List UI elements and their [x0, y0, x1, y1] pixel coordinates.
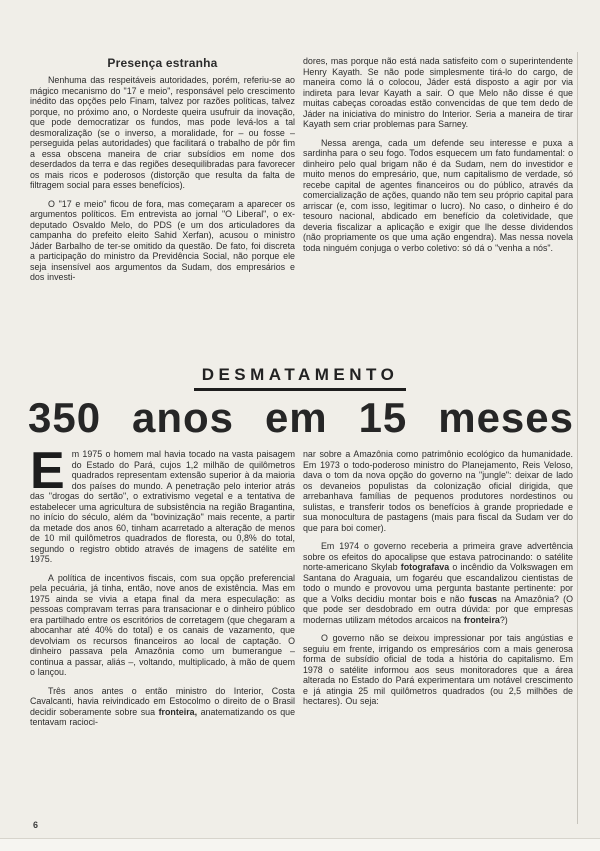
paragraph: Em 1974 o governo receberia a primeira grave advertência sobre os efeitos do apocalipse que estava patrocinando: o satélite norte-americano Skylab fotografava o incêndio da Volkswagen em Santana do Araguaia, um fogaréu que escandalizou cientistas de todo o mundo e provovou uma pergunta bastante pertinente: por que a Volks decidiu montar bois e não fuscas na Amazônia? (O que pode ser desdobrado em outra dúvida: por que empresas modernas utilizam métodos arcaicos na fronteira?) [303, 541, 574, 625]
top-left-column [30, 56, 295, 291]
article-body [30, 442, 574, 736]
scan-bottom-edge [0, 838, 600, 851]
paragraph: O "17 e meio" ficou de fora, mas começaram a aparecer os argumentos políticos. Em entrevista ao jornal "O Liberal", o ex-deputado Osvaldo Melo, do PDS (e um dos articuladores da campanha do prefeito eleito Sahid Xerfan), acusou o ministro Jáder Barbalho de ter-se omitido da questão. De fato, foi discreta a participação do ministro da Previdência Social, não porque ele seja insensível aos argumentos da Sudam, dos empresários e dos investi- [30, 198, 295, 282]
article-kicker: DESMATAMENTO [194, 365, 407, 391]
article-left-column [30, 442, 295, 736]
headline-word: anos [132, 394, 235, 441]
drop-cap: E [30, 442, 65, 500]
scan-edge-line [577, 52, 578, 824]
article-right-column [303, 449, 573, 736]
headline-word: em [264, 394, 328, 441]
section-heading: Presença estranha [107, 56, 218, 70]
paragraph: Nenhuma das respeitáveis autoridades, porém, referiu-se ao mágico mecanismo do "17 e meio", responsável pelo crescimento inédito das opções pelo Finam, talvez por razões políticas, talvez porque, no próximo ano, o Nordeste queira usufruir da inovação, que pode democratizar os fundos, mas pode levá-los a tal desmoralização (se o inverso, a moralidade, for – ou fosse – perseguida pelas autoridades) que facilitará o trabalho de pôr fim a essa obscena maneira de criar subsídios em nome dos deserdados da terra e das regiões desequilibradas para favorecer os mais ricos e poderosos (distorção que resulta da falta de filtragem social para esses benefícios). [30, 75, 295, 190]
article-left-paragraphs [30, 573, 295, 728]
top-right-paragraphs [303, 56, 573, 253]
article-headline [28, 394, 574, 442]
top-section [30, 56, 573, 291]
paragraph-text: m 1975 o homem mal havia tocado na vasta paisagem do Estado do Pará, cujos 1,2 milhão de quilômetros quadrados representam extensão superior à da maioria dos países do mundo. A penetração pelo interior atrás das "drogas do sertão", o extrativismo vegetal e a tentativa de estabelecer uma agricultura de subsistência na região Bragantina, no início do século, além da "bovinização" mais recente, a partir da metade dos anos 60, tinham acarretado a alteração de menos de 10 mil quilômetros quadrados de floresta, ou 0,8% do total, segundo o registro obtido através de imagens de satélite em 1975. [30, 449, 295, 564]
article-kicker-wrap [0, 365, 600, 391]
paragraph: Nessa arenga, cada um defende seu interesse e puxa a sardinha para o seu fogo. Todos esquecem um fato fundamental: o dinheiro pelo qual brigam não é da Sudam, nem do investidor e muito menos do empresário, que, num capitalismo de verdade, só recebe capital de agentes financeiros ou do público, através da comercialização de ações, quando não tem seu próprio capital para arriscar (e, com isso, legitimar o lucro). No caso, o dinheiro é do tesouro nacional, abdicado em benefício da coletividade, que deveria fiscalizar a aplicação e exigir que lhe desse dividendos (não propriamente os que uma ação engendra). Mas nessa novela toda ninguém conjuga o verbo coletivo: só dá o "venha a nós". [303, 137, 574, 253]
page-number: 6 [33, 820, 39, 830]
article-right-paragraphs [303, 449, 573, 707]
headline-word: meses [438, 394, 574, 441]
paragraph [30, 442, 295, 565]
paragraph: Três anos antes o então ministro do Interior, Costa Cavalcanti, havia reivindicado em Estocolmo o direito de o Brasil decidir soberamente sobre sua fronteira, anatematizando os que tentavam racioci- [30, 685, 295, 727]
top-left-paragraphs [30, 75, 295, 283]
paragraph: O governo não se deixou impressionar por tais angústias e seguiu em frente, irrigando os empresários com a mais generosa forma de subsídio oficial de toda a história do capitalismo. Em 1978 o satélite informou aos seus monitoradores que a área alterada no Estado do Pará experimentara um notável crescimento e já atingia 25 mil quilômetros quadrados (ou 2,5 milhões de hectares). Ou seja: [303, 633, 573, 706]
paragraph: nar sobre a Amazônia como patrimônio ecológico da humanidade. Em 1973 o todo-poderoso ministro do Planejamento, Reis Veloso, dava o tom da nova opção do governo na "jungle": deixar de lado os devaneios populistas da colonização oficial dirigida, que arrebanhava famílias de pequenos produtores nordestinos ou sulistas, e transferir todos os benefícios à grande propriedade e sua monocultura de pastagens (mais para fiscal da Sudam ver do que para boi comer). [303, 449, 573, 533]
paragraph: A política de incentivos fiscais, com sua opção preferencial pela pecuária, já tinha, então, nove anos de existência. Mas em 1975 ainda se vivia a etapa final da mera especulação: as pessoas compravam terras para transacionar e o dinheiro público era partilhado entre os escritórios de corretagem (que chegaram a abocanhar até 40% do total) e os canais de vazamento, que devolviam os recursos financeiros ao local de captação. O dinheiro passava pela Amazônia como um bumerangue – continua a passar, aliás –, voltando, multiplicado, à mão de quem o lançou. [30, 572, 295, 677]
headline-word: 350 [28, 394, 102, 441]
paragraph: dores, mas porque não está nada satisfeito com o superintendente Henry Kayath. Se não pode simplesmente tirá-lo do cargo, de maneira como lá o colocou, Jáder está disposto a agir por via indireta para levar Kayath a sair. O que Melo não disse é que muitas cabeças coroadas estão convencidas de que tem dedo de Jáder na iniciativa do ministro do Interior. Seria a maneira de tirar Kayath sem criar problemas para Sarney. [303, 56, 573, 129]
top-right-column [303, 56, 573, 291]
headline-word: 15 [358, 394, 408, 441]
